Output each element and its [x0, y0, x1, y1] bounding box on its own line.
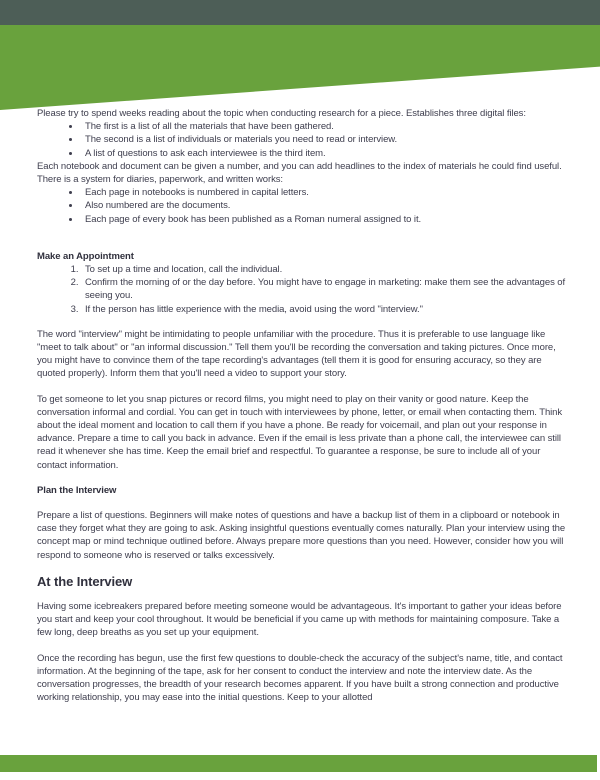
- list-item: 1. To set up a time and location, call the individual.: [81, 263, 570, 276]
- research-intro-paragraph: Please try to spend weeks reading about the topic when conducting research for a piece. Establishes three digital files:: [37, 108, 526, 119]
- make-appointment-heading: Make an Appointment: [37, 250, 134, 262]
- numbering-paragraph: Each notebook and document can be given a number, and you can add headlines to the index of materials he could find useful. There is a system for diaries, paperwork, and written works:: [37, 160, 562, 186]
- list-item: • The second is a list of individuals or materials you need to read or interview.: [81, 133, 570, 146]
- appointment-steps-list: [37, 263, 570, 316]
- plan-interview-heading: Plan the Interview: [37, 484, 117, 496]
- icebreakers-paragraph: Having some icebreakers prepared before meeting someone would be advantageous. It's important to gather your ideas before you start and keep your cool throughout. It would be beneficial if you came up with methods for maintaining composure. Take a few long, deep breaths as you set up your equipment.: [37, 600, 562, 639]
- top-header-bar: [0, 0, 600, 25]
- contact-methods-paragraph: To get someone to let you snap pictures or record films, you might need to play on their vanity or good nature. Keep the conversation informal and cordial. You can get in touch with interviewees by phone, letter, or email when contacting them. Think about the ideal moment and location to call them if you have a phone. Be ready for voicemail, and plan out your response in advance. Prepare a time to call you back in advance. Even if the email is less private than a phone call, the interviewee can still read it whenever she has time. Keep the email brief and respectful. To guarantee a response, be sure to include all of your contact information.: [37, 393, 563, 471]
- list-item: • A list of questions to ask each interviewee is the third item.: [81, 147, 570, 160]
- footer-green-bar: [0, 755, 597, 772]
- at-interview-heading: At the Interview: [37, 573, 133, 589]
- plan-interview-paragraph: Prepare a list of questions. Beginners will make notes of questions and have a backup list of them in a clipboard or notebook in case they forget what they are going to ask. Asking insightful questions eventually comes naturally. Plan your interview using the concept map or mind technique outlined before. Always prepare more questions than you need. However, consider how you will respond to someone who is reserved or talks excessively.: [37, 510, 566, 561]
- recording-paragraph: Once the recording has begun, use the first few questions to double-check the accuracy of the subject's name, title, and contact information. At the beginning of the tape, ask for her consent to conduct the interview and note the interview date. As the conversation progresses, the breadth of your research becomes apparent. If you have built a strong connection and productive working relationship, you may ease into the initial questions. Keep to your allotted: [37, 652, 563, 704]
- list-item: • Also numbered are the documents.: [81, 199, 570, 212]
- list-item: • Each page in notebooks is numbered in capital letters.: [81, 186, 570, 199]
- list-item: 3. If the person has little experience with the media, avoid using the word "interview.": [81, 303, 570, 316]
- interview-word-paragraph: The word "interview" might be intimidating to people unfamiliar with the procedure. Thus it is preferable to use language like "meet to talk about" or "an informal discussion." Tell them you'll be recording the conversation and taking pictures. Once more, you might have to convince them of the tape recording's advantages (tell them it is good for ensuring accuracy, so they are quoted properly). Inform them that you'll need a video to support your story.: [37, 328, 556, 380]
- header-green-band: [0, 25, 600, 110]
- list-item: • Each page of every book has been published as a Roman numeral assigned to it.: [81, 213, 570, 226]
- document-body: [0, 107, 600, 704]
- numbering-system-list: [37, 186, 570, 226]
- list-item: • The first is a list of all the materials that have been gathered.: [81, 120, 570, 133]
- list-item: 2. Confirm the morning of or the day before. You might have to engage in marketing: make them see the advantages of seeing you.: [81, 276, 570, 302]
- digital-files-list: [37, 120, 570, 160]
